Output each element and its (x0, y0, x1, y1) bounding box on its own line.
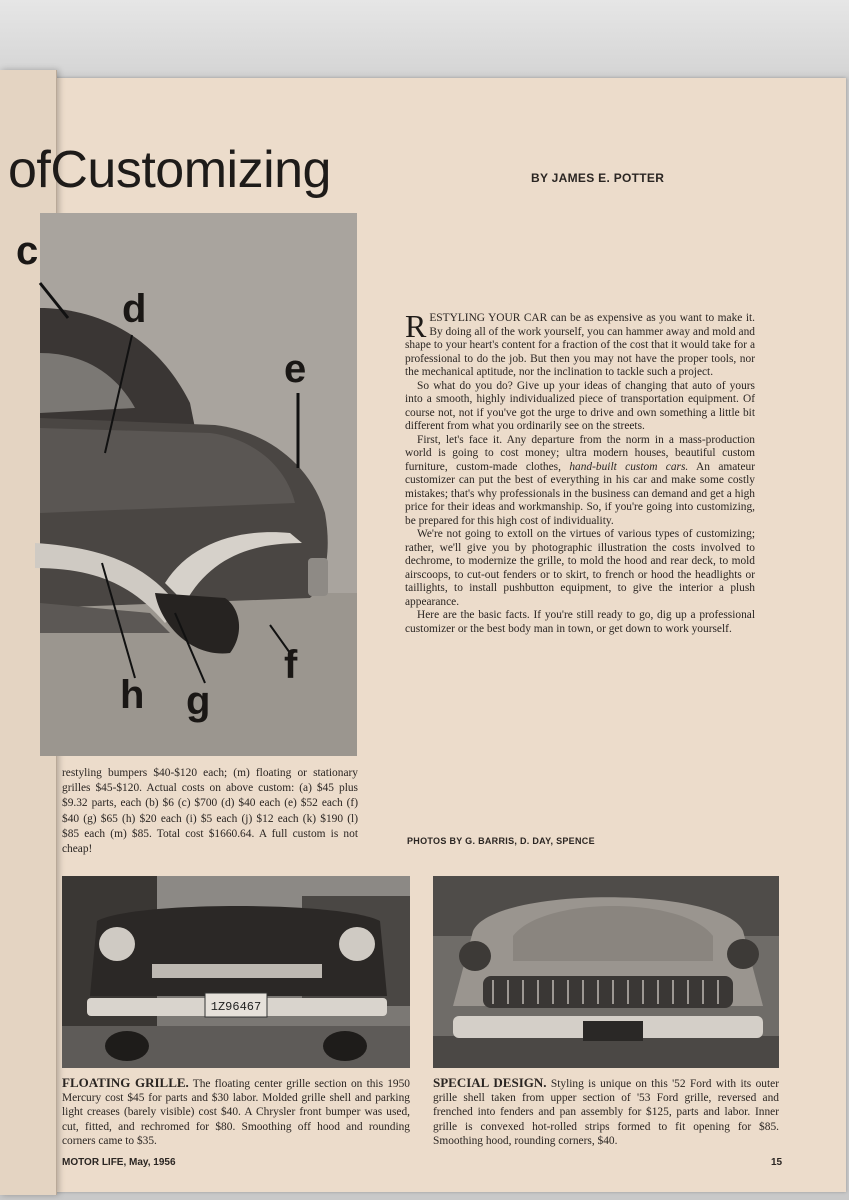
label-g: g (186, 679, 211, 723)
photo-credits: PHOTOS BY G. BARRIS, D. DAY, SPENCE (407, 836, 595, 846)
label-e: e (284, 347, 307, 391)
paragraph-3: First, let's face it. Any departure from the norm in a mass-production world is going to cost money; ultra modern houses, beautiful custom furniture, custom-made clothes, hand-built custom cars. An amateur customizer can put the best of everything in his car and make some costly mistakes; that's why professionals in the business can demand and get a high price for their ideas and workmanship. So, if you're going into customizing, be prepared for this high cost of individuality. (405, 433, 755, 527)
caption-heading: SPECIAL DESIGN. (433, 1075, 547, 1090)
ford-illustration (433, 876, 779, 1068)
label-d: d (122, 287, 147, 331)
paragraph-5: Here are the basic facts. If you're still ready to go, dig up a professional customizer or the best body man in town, or get down to work yourself. (405, 609, 755, 635)
byline: BY JAMES E. POTTER (531, 171, 665, 185)
mercury-photo (62, 876, 410, 1068)
main-photo-caption: restyling bumpers $40-$120 each; (m) floating or stationary grilles $45-$120. Actual costs on above custom: (a) $45 plus $9.32 parts, each (b) $6 (c) $700 (d) $40 each (e) $52 each (f) $40 (g) $65 (h) $20 each (i) $5 each (j) $12 each (k) $190 (l) $85 each (m) $85. Total cost $1660.64. A full custom is not cheap! (62, 767, 358, 856)
floating-grille-caption: FLOATING GRILLE. The floating center grille section on this 1950 Mercury cost $45 for parts and $30 labor. Molded grille shell and parking light creases (barely visible) cost $40. A Chrysler front bumper was used, cut, fitted, and rechromed for $80. Smoothing off hood and rounding corners came to $35. (62, 1075, 410, 1147)
paragraph-2: So what do you do? Give up your ideas of changing that auto of yours into a smooth, highly individualized piece of transportation equipment. Of course not, not if you've got the urge to drive and own something a little bit different from what you ordinarily see on the streets. (405, 379, 755, 432)
mercury-illustration (62, 876, 410, 1068)
label-h: h (120, 673, 145, 717)
paragraph-1: RESTYLING YOUR CAR can be as expensive as you want to make it. By doing all of the work yourself, you can hammer away and mold and shape to your heart's content for a fraction of the cost that it would take for a professional to do the job. But then you may not have the proper tools, nor the mechanical aptitude, nor the inclination to tackle such a project. (405, 308, 755, 378)
magazine-footer: MOTOR LIFE, May, 1956 (62, 1157, 176, 1168)
paragraph-4: We're not going to extoll on the virtues of various types of customizing; rather, we'll give you by photographic illustration the costs involved to dechrome, to modernize the grille, to mold the hood and rear deck, to mold airscoops, to cut-out fenders or to skirt, to french or hood the headlights or taillights, to install pushbutton equipment, to give the interior a plush appearance. (405, 528, 755, 608)
ford-photo (433, 876, 779, 1068)
page-number: 15 (771, 1157, 783, 1168)
main-car-photo (16, 213, 357, 756)
article-body (405, 308, 755, 636)
car-illustration (40, 213, 357, 756)
special-design-caption: SPECIAL DESIGN. Styling is unique on this '52 Ford with its outer grille shell taken from upper section of '53 Ford grille, reversed and frenched into fenders and pan assembly for $125, parts and labor. Inner grille is convexed hot-rolled strips formed to fit opening for $85. Smoothing hood, rounding corners, $40. (433, 1075, 780, 1147)
label-c: c (16, 229, 39, 273)
label-f: f (284, 643, 298, 687)
caption-heading: FLOATING GRILLE. (62, 1075, 189, 1090)
license-plate: 1Z96467 (210, 1000, 262, 1014)
article-headline: ofCustomizing (8, 141, 331, 199)
drop-cap: R (405, 308, 427, 344)
